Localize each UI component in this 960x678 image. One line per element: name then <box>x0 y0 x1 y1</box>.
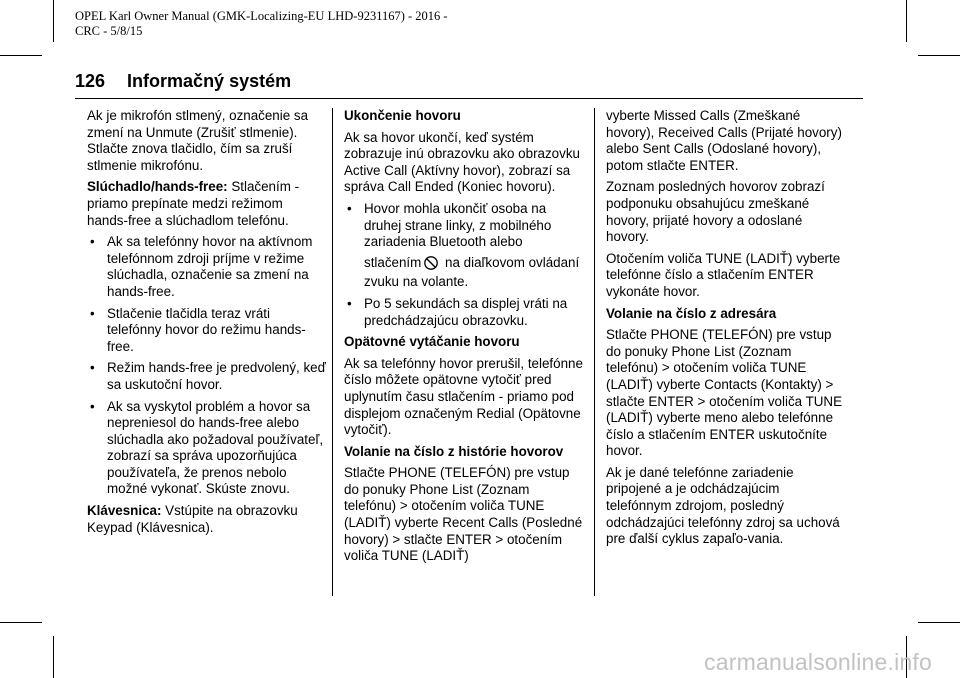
crop-mark <box>53 636 54 678</box>
column-divider <box>594 108 595 596</box>
crop-mark <box>918 622 960 623</box>
list-item: • Režim hands-free je predvolený, keď sa uskutoční hovor. <box>87 360 327 393</box>
header-rule <box>75 98 863 99</box>
paragraph: Stlačte PHONE (TELEFÓN) pre vstup do ponuky Phone List (Zoznam telefónu) > otočením voliča TUNE (LADIŤ) vyberte Contacts (Kontakty) > stlačte ENTER > otočením voliča TUNE (LADIŤ) vyberte meno alebo telefónne číslo a stlačením ENTER uskutočníte hovor. <box>606 327 843 459</box>
crop-mark <box>0 55 42 56</box>
document-meta: OPEL Karl Owner Manual (GMK-Localizing-EU LHD-9231167) - 2016 - CRC - 5/8/15 <box>75 9 448 38</box>
list-item-text: na diaľkovom ovládaní zvuku na volante. <box>364 254 580 290</box>
column-1 <box>87 108 327 541</box>
crop-mark <box>918 55 960 56</box>
paragraph: Ak sa telefónny hovor prerušil, telefónne číslo môžete opätovne vytočiť pred uplynutím času stlačením - priamo pod displejom označeným Redial (Opätovne vytočiť). <box>344 355 583 438</box>
page-header <box>75 70 863 92</box>
term-label: Klávesnica: <box>87 503 162 519</box>
paragraph: Ak sa hovor ukončí, keď systém zobrazuje inú obrazovku ako obrazovku Active Call (Aktívny hovor), zobrazí sa správa Call Ended (Koniec hovoru). <box>344 129 580 195</box>
paragraph <box>87 503 327 536</box>
list-item: • Stlačenie tlačidla teraz vráti telefónny hovor do režimu hands-free. <box>87 306 327 356</box>
paragraph: Ak je mikrofón stlmený, označenie sa zmení na Unmute (Zrušiť stlmenie). Stlačte znova tlačidlo, čím sa zruší stlmenie mikrofónu. <box>87 108 309 173</box>
list-item: • Ak sa telefónny hovor na aktívnom telefónnom zdroji príjme v režime slúchadla, označenie sa zmení na hands-free. <box>87 234 327 300</box>
crop-mark <box>0 622 42 623</box>
watermark: carmanualsonline.info <box>704 649 932 675</box>
paragraph: Otočením voliča TUNE (LADIŤ) vyberte telefónne číslo a stlačením ENTER vykonáte hovor. <box>606 250 841 299</box>
bullet-list <box>87 234 327 498</box>
paragraph <box>87 179 327 229</box>
phone-hangup-icon <box>423 256 439 275</box>
column-3 <box>606 108 846 553</box>
section-heading: Volanie na číslo z adresára <box>606 305 777 321</box>
section-heading: Opätovné vytáčanie hovoru <box>344 334 520 350</box>
bullet-list <box>344 201 584 329</box>
column-divider <box>332 108 333 596</box>
paragraph: Ak je dané telefónne zariadenie pripojené a je odchádzajúcim telefónnym zdrojom, posledný odchádzajúci telefónny zdroj sa uchová pre ďalší cyklus zapaľo-vania. <box>606 464 840 547</box>
paragraph: Zoznam posledných hovorov zobrazí podponuku obsahujúcu zmeškané hovory, prijaté hovory a odoslané hovory. <box>606 179 825 245</box>
paragraph-text: Stlačením - priamo prepínate medzi režimom hands-free a slúchadlom telefónu. <box>87 179 300 228</box>
paragraph: vyberte Missed Calls (Zmeškané hovory), Received Calls (Prijaté hovory) alebo Sent Calls (Odoslané hovory), potom stlačte ENTER. <box>606 108 842 173</box>
page-number: 126 <box>75 71 106 91</box>
section-heading: Ukončenie hovoru <box>344 108 461 123</box>
section-heading: Volanie na číslo z histórie hovorov <box>344 443 564 459</box>
list-item-text: Hovor mohla ukončiť osoba na druhej strane linky, z mobilného zariadenia Bluetooth alebo <box>364 200 552 250</box>
list-item: • Po 5 sekundách sa displej vráti na predchádzajúcu obrazovku. <box>344 296 584 329</box>
crop-mark <box>53 0 54 42</box>
crop-mark <box>906 0 907 42</box>
list-item: • Ak sa vyskytol problém a hovor sa nepreniesol do hands-free alebo slúchadla ako požadoval používateľ, zobrazí sa správa upozorňujúca používateľa, že prenos nebolo možné vykonať. Skúste znovu. <box>87 399 327 499</box>
column-2 <box>344 108 584 570</box>
section-title: Informačný systém <box>127 71 292 91</box>
paragraph-text: Vstúpite na obrazovku Keypad (Klávesnica). <box>87 503 298 535</box>
term-label: Slúchadlo/hands-free: <box>87 179 228 195</box>
paragraph: Stlačte PHONE (TELEFÓN) pre vstup do ponuky Phone List (Zoznam telefónu) > otočením voliča TUNE (LADIŤ) vyberte Recent Calls (Posledné hovory) > stlačte ENTER > otočením voliča TUNE (LADIŤ) <box>344 465 583 564</box>
list-item-text: stlačením <box>364 254 422 270</box>
list-item <box>344 201 584 291</box>
